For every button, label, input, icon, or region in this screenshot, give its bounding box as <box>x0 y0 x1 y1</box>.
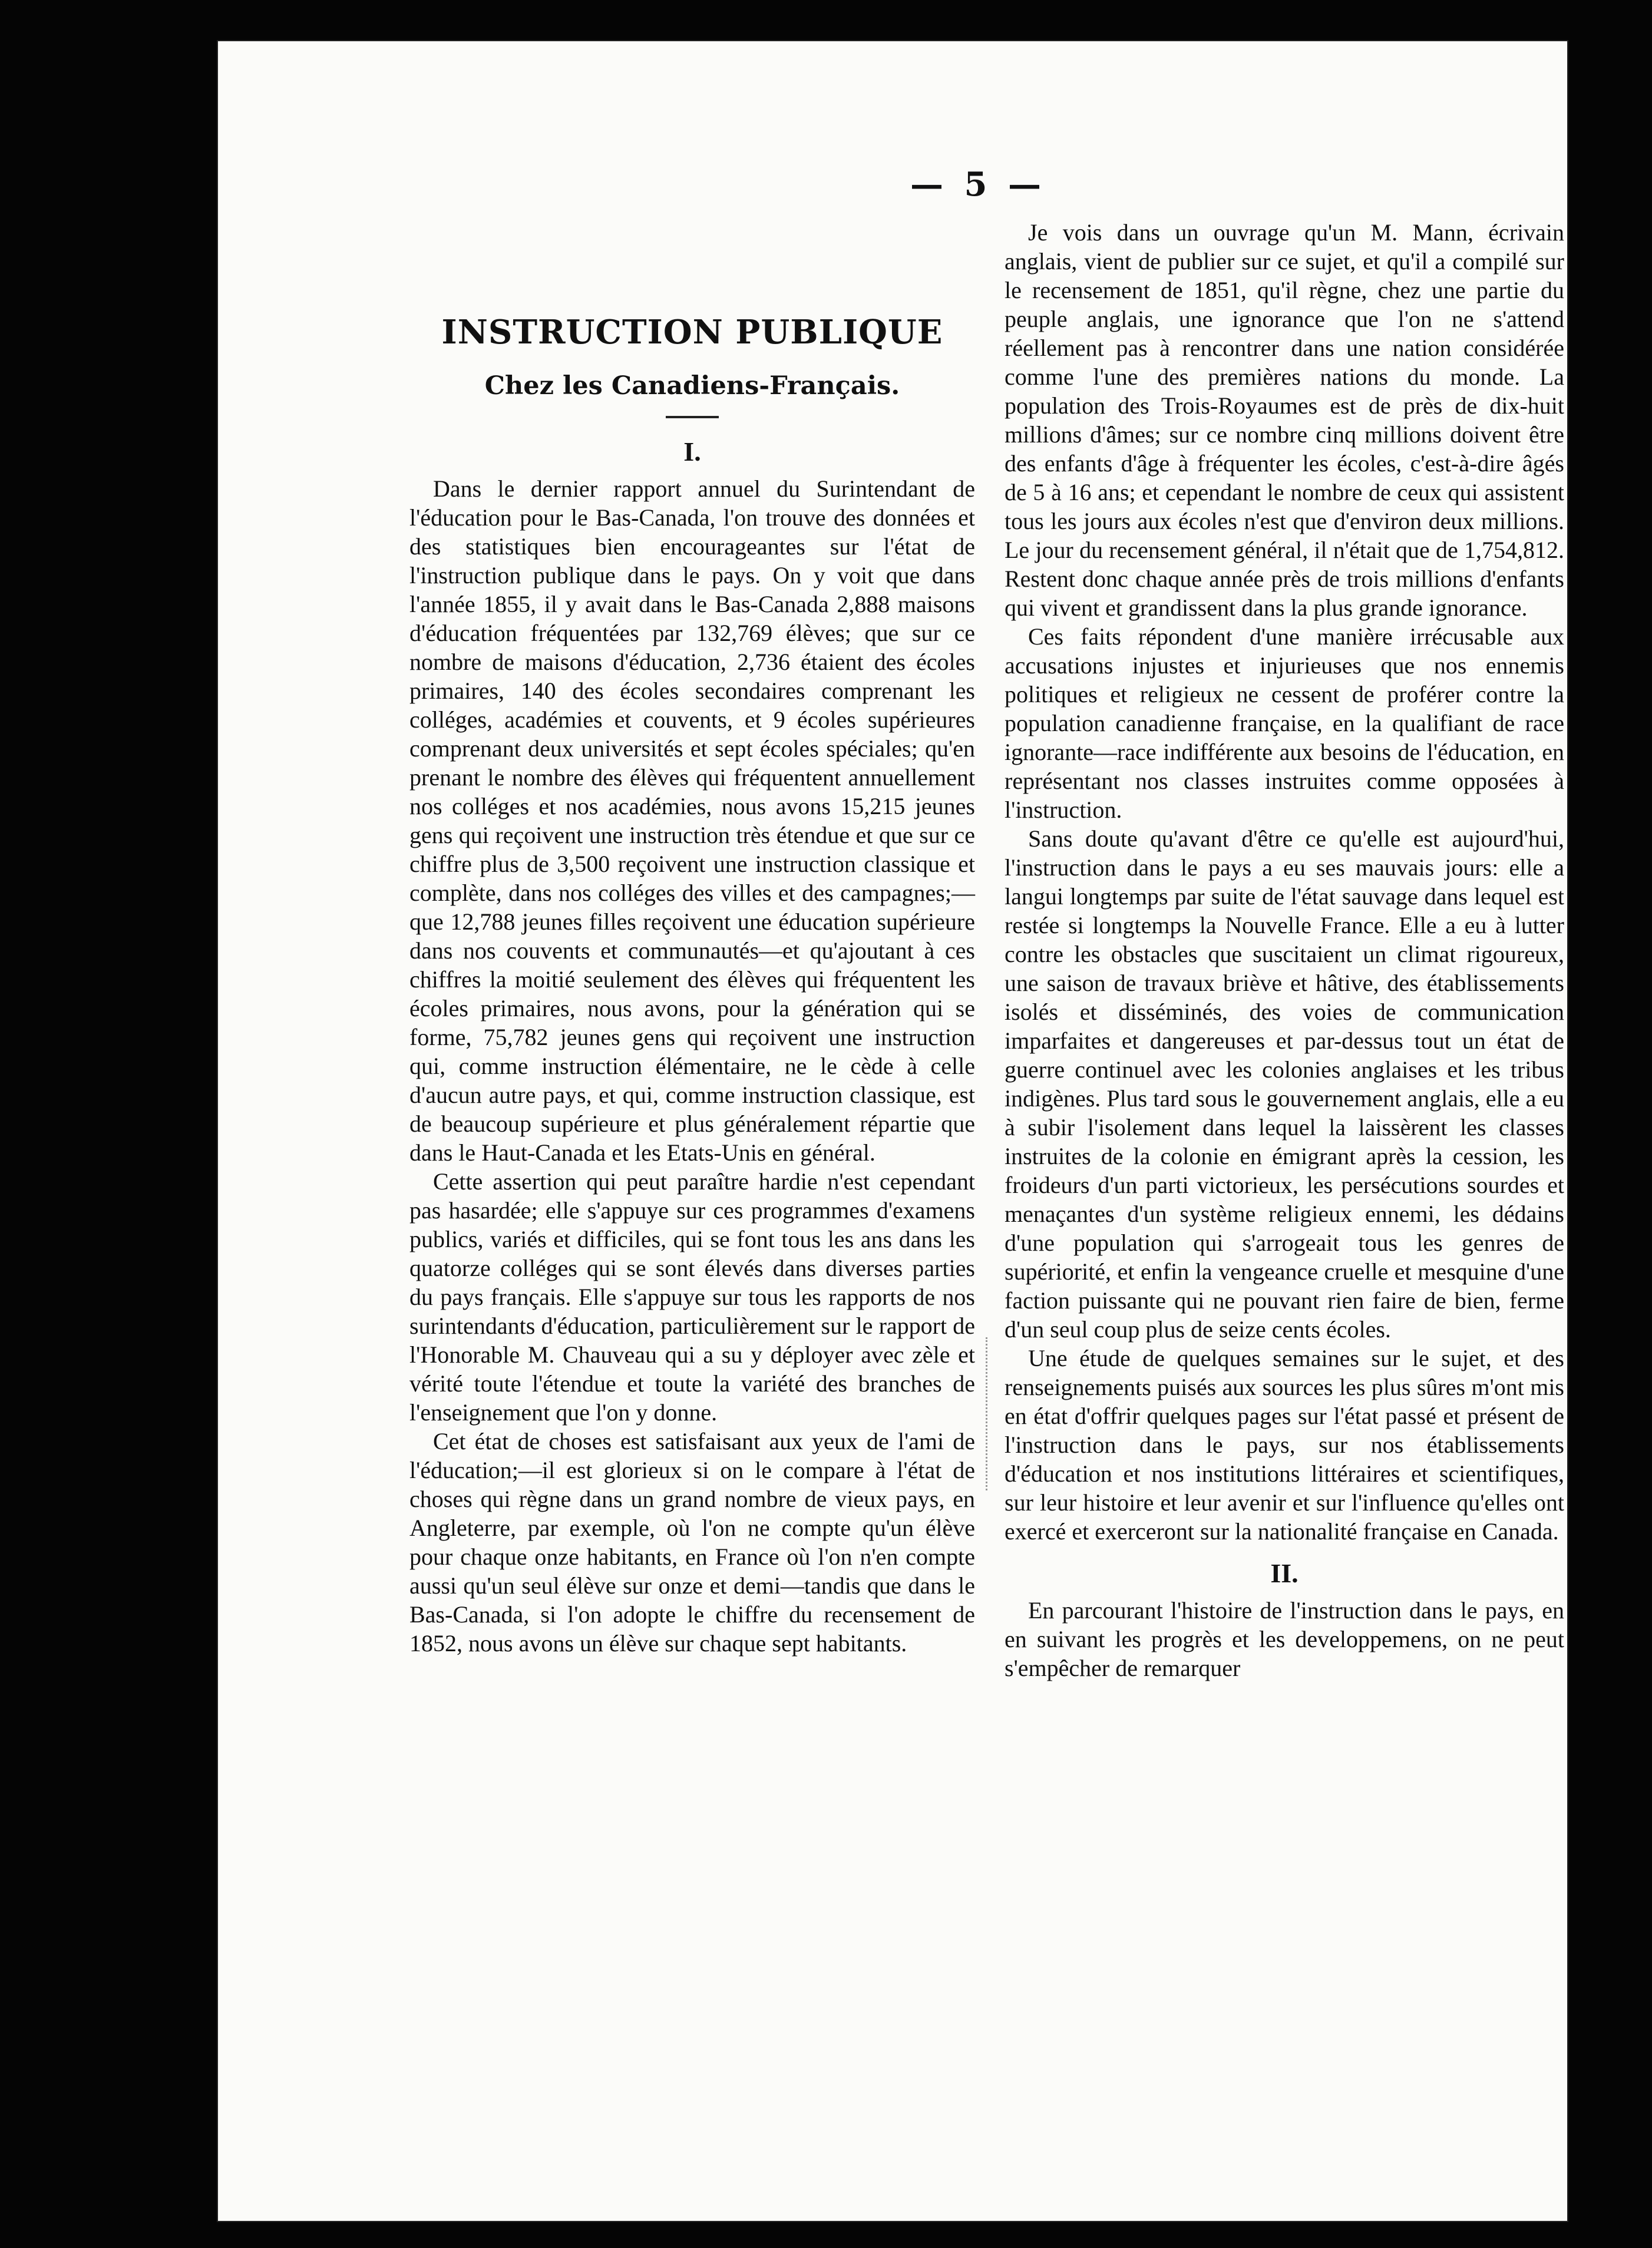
document-page <box>218 41 1567 2221</box>
paragraph: Cette assertion qui peut paraître hardie n'est cependant pas hasardée; elle s'appuye sur ces programmes d'examens publics, variés et difficiles, qui se font tous les ans dans les quatorze colléges qui se sont élevés dans diverses parties du pays français. Elle s'appuye sur tous les rapports de nos surintendants d'éducation, particulièrement sur le rapport de l'Honorable M. Chauveau qui a su y déployer avec zèle et vérité toute l'étendue et toute la variété des branches de l'enseignement que l'on y donne. <box>409 1168 975 1426</box>
paragraph: En parcourant l'histoire de l'instruction dans le pays, en en suivant les progrès et les developpemens, on ne peut s'empêcher de remarquer <box>1005 1597 1564 1681</box>
paragraph: Dans le dernier rapport annuel du Surintendant de l'éducation pour le Bas-Canada, l'on trouve des données et des statistiques bien encourageantes sur l'état de l'instruction publique dans le pays. On y voit que dans l'année 1855, il y avait dans le Bas-Canada 2,888 maisons d'éducation fréquentées par 132,769 élèves; que sur ce nombre de maisons d'éducation, 2,736 étaient des écoles primaires, 140 des écoles secondaires comprenant les colléges, académies et couvents, et 9 écoles supérieures comprenant deux universités et sept écoles spéciales; qu'en prenant le nombre des élèves qui fréquentent annuellement nos colléges et nos académies, nous avons 15,215 jeunes gens qui reçoivent une instruction très étendue et que sur ce chiffre plus de 3,500 reçoivent une instruction classique et complète, dans nos colléges des villes et des campagnes;—que 12,788 jeunes filles reçoivent une éducation supérieure dans nos couvents et communautés—et qu'ajoutant à ces chiffres la moitié seulement des élèves qui fréquentent les écoles primaires, nous avons, pour la génération qui se forme, 75,782 jeunes gens qui reçoivent une instruction qui, comme instruction élémentaire, ne le cède à celle d'aucun autre pays, et qui, comme instruction classique, est de beaucoup supérieure et plus généralement répartie que dans le Haut-Canada et les Etats-Unis en général. <box>409 475 975 1166</box>
paragraph: Sans doute qu'avant d'être ce qu'elle est aujourd'hui, l'instruction dans le pays a eu ses mauvais jours: elle a langui longtemps par suite de l'état sauvage dans lequel est restée si longtemps la Nouvelle France. Elle a eu à lutter contre les obstacles que suscitaient un climat rigoureux, une saison de travaux briève et hâtive, des établissements isolés et disséminés, des voies de communication imparfaites et dangereuses et par-dessus tout un état de guerre continuel avec les colonies anglaises et les tribus indigènes. Plus tard sous le gouvernement anglais, elle a eu à subir l'isolement dans lequel la laissèrent les classes instruites de la colonie en émigrant après la cession, les froideurs d'un parti victorieux, les persécutions sourdes et menaçantes d'un système religieux ennemi, les dédains d'une population qui s'arrogeait tous les genres de supériorité, et enfin la vengeance cruelle et mesquine d'une faction puissante qui ne pouvant rien faire de bien, ferme d'un seul coup plus de seize cents écoles. <box>1005 825 1564 1343</box>
title-rule <box>666 416 719 418</box>
right-column <box>1005 218 1564 1682</box>
paragraph: Je vois dans un ouvrage qu'un M. Mann, écrivain anglais, vient de publier sur ce sujet, et qu'il a compilé sur le recensement de 1851, qu'il règne, chez une partie du peuple anglais, une ignorance que l'on ne s'attend réellement pas à rencontrer dans une nation considérée comme l'une des premières nations du monde. La population des Trois-Royaumes est de près de dix-huit millions d'âmes; sur ce nombre cinq millions doivent être des enfants d'âge à fréquenter les écoles, c'est-à-dire âgés de 5 à 16 ans; et cependant le nombre de ceux qui assistent tous les jours aux écoles n'est que d'environ deux millions. Le jour du recensement général, il n'était que de 1,754,812. Restent donc chaque année près de trois millions d'enfants qui vivent et grandissent dans la plus grande ignorance. <box>1005 219 1564 621</box>
paragraph: Une étude de quelques semaines sur le sujet, et des renseignements puisés aux sources les plus sûres m'ont mis en état d'offrir quelques pages sur l'état passé et présent de l'instruction dans le pays, sur nos établissements d'éducation et nos institutions littéraires et scientifiques, sur leur histoire et leur avenir et sur l'influence qu'elles ont exercé et exerceront sur la nationalité française en Canada. <box>1005 1345 1564 1545</box>
paragraph: Cet état de choses est satisfaisant aux yeux de l'ami de l'éducation;—il est glorieux si on le compare à l'état de choses qui règne dans un grand nombre de vieux pays, en Angleterre, par exemple, où l'on ne compte qu'un élève pour chaque onze habitants, en France où l'on n'en compte aussi qu'un seul élève sur onze et demi—tandis que dans le Bas-Canada, si l'on adopte le chiffre du recensement de 1852, nous avons un élève sur chaque sept habitants. <box>409 1428 975 1657</box>
article-title: INSTRUCTION PUBLIQUE <box>441 313 943 352</box>
gutter-mark <box>986 1337 990 1490</box>
paragraph: Ces faits répondent d'une manière irrécusable aux accusations injustes et injurieuses que nos ennemis politiques et religieux ne cessent de proférer contre la population canadienne française, en la qualifiant de race ignorante—race indifférente aux besoins de l'éducation, en représentant nos classes instruites comme opposées à l'instruction. <box>1005 623 1564 823</box>
left-column <box>409 271 975 1658</box>
article-subtitle: Chez les Canadiens-Français. <box>484 371 900 401</box>
page-number: — 5 — <box>910 165 1046 204</box>
section-number-2: II. <box>1270 1558 1299 1588</box>
section-number-1: I. <box>683 437 701 467</box>
